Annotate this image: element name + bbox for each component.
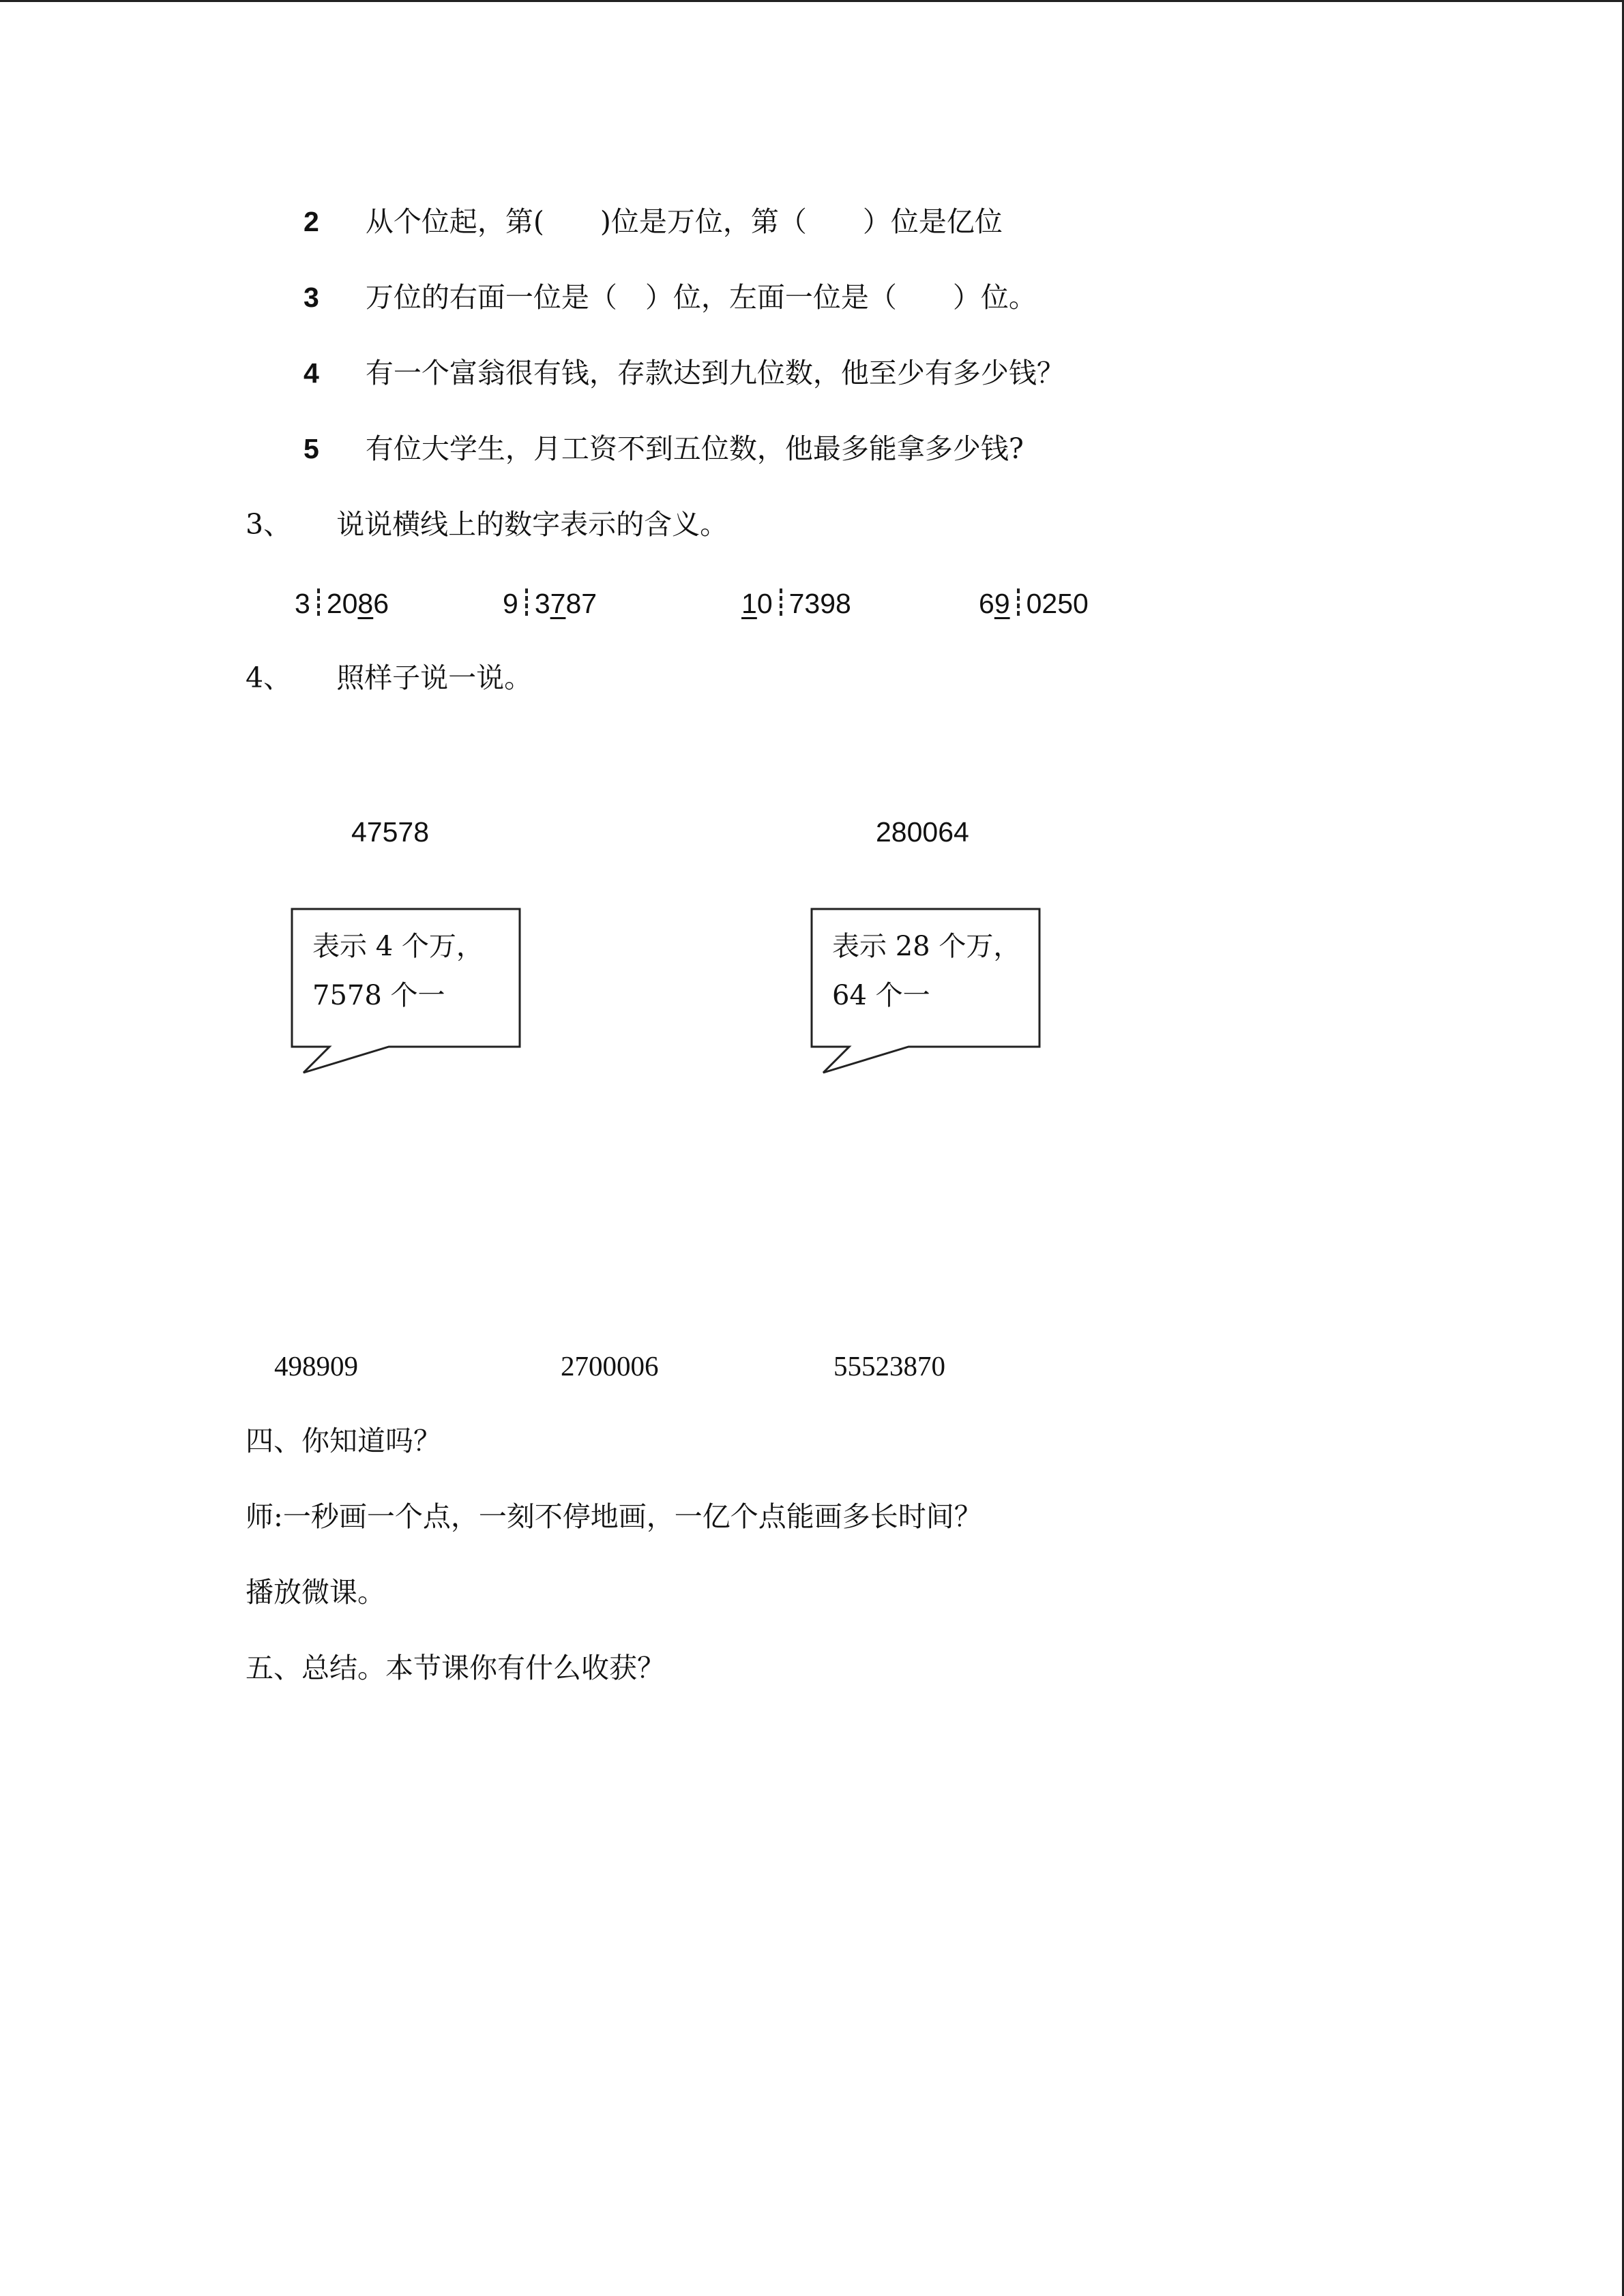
question-number: 3 — [304, 282, 319, 313]
question-text: 有一个富翁很有钱，存款达到九位数，他至少有多少钱？ — [365, 357, 1065, 389]
question-number: 2 — [304, 206, 319, 237]
dashed-separator — [780, 588, 782, 618]
bubble-text: 表示 28 个万， 64 个一 — [832, 931, 1021, 1011]
section-four-heading: 四、你知道吗？ — [246, 1425, 441, 1457]
question-2 — [304, 205, 1003, 238]
practice-number: 498909 — [274, 1350, 358, 1382]
section-text: 照样子说一说。 — [336, 661, 533, 694]
section-4-heading — [246, 661, 533, 694]
underlined-digit: 1 — [741, 588, 757, 619]
number-item-4: 69 0250 — [979, 588, 1089, 619]
question-number: 4 — [304, 357, 319, 389]
practice-number: 55523870 — [833, 1350, 945, 1382]
practice-number: 2700006 — [561, 1350, 659, 1382]
dashed-separator — [1017, 588, 1020, 618]
dashed-separator — [525, 588, 528, 618]
question-text: 从个位起，第( )位是万位，第（ ）位是亿位 — [365, 205, 1003, 238]
question-number: 5 — [304, 433, 319, 464]
dashed-separator — [317, 588, 320, 618]
question-3 — [304, 281, 1037, 314]
number-item-3: 10 7398 — [741, 588, 851, 619]
example-number: 47578 — [351, 816, 430, 848]
question-5 — [304, 432, 1024, 465]
question-text: 万位的右面一位是（ ）位，左面一位是（ ）位。 — [365, 281, 1037, 314]
underlined-digit: 8 — [357, 588, 374, 619]
bubble-text: 表示 4 个万， 7578 个一 — [312, 931, 484, 1011]
section-3-heading — [246, 508, 728, 541]
example-number: 280064 — [876, 816, 969, 848]
number-item-2: 9 3787 — [503, 588, 597, 619]
underlined-digit: 7 — [550, 588, 566, 619]
play-video-note: 播放微课。 — [246, 1576, 385, 1609]
section-number: 4、 — [246, 661, 292, 694]
teacher-question: 师:一秒画一个点，一刻不停地画，一亿个点能画多长时间？ — [246, 1500, 982, 1533]
number-item-1: 3 2086 — [295, 588, 389, 619]
section-five-heading: 五、总结。本节课你有什么收获？ — [246, 1652, 665, 1684]
underlined-digit: 9 — [994, 588, 1010, 619]
section-number: 3、 — [246, 508, 292, 541]
question-text: 有位大学生，月工资不到五位数，他最多能拿多少钱? — [365, 432, 1024, 465]
page-top-border — [0, 0, 1624, 2]
section-text: 说说横线上的数字表示的含义。 — [336, 508, 728, 541]
question-4 — [304, 359, 1065, 387]
